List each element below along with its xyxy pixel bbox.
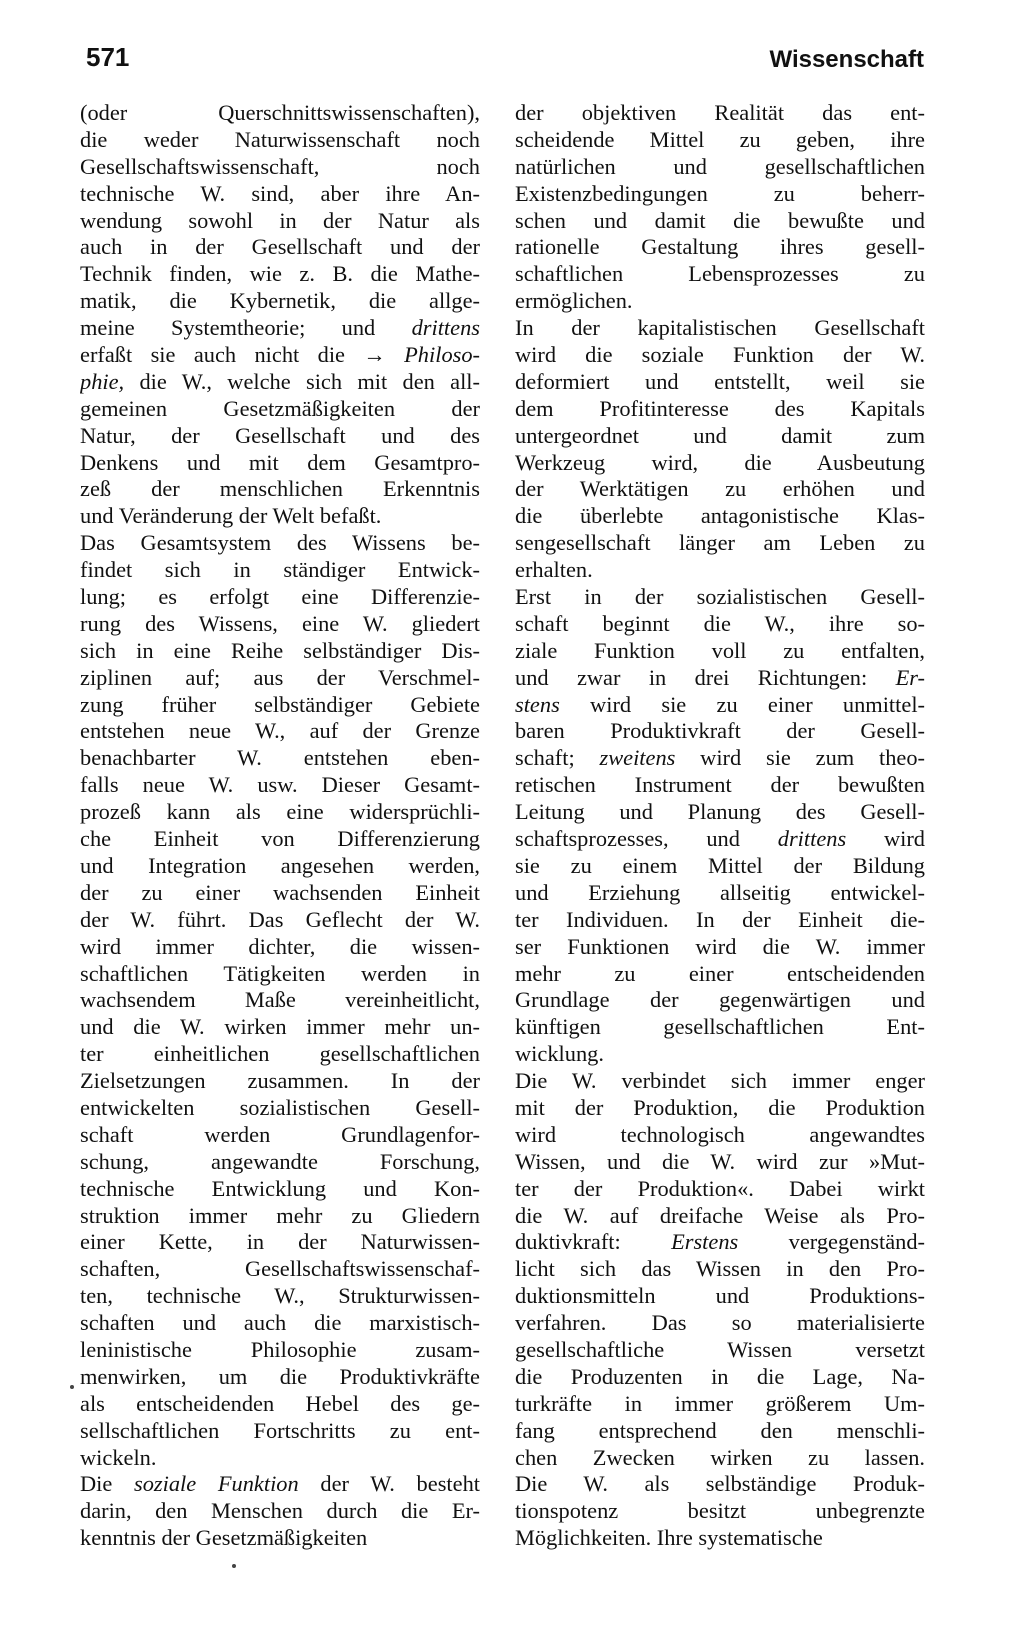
text-line: [80, 1445, 480, 1472]
text-segment: dem Profitinteresse des Kapitals: [515, 395, 925, 421]
text-line: [515, 692, 925, 719]
text-segment: zung früher selbständiger Gebiete: [80, 691, 480, 717]
text-segment: benachbarter W. entstehen eben-: [80, 745, 480, 771]
text-segment: gesellschaftliche Wissen versetzt: [515, 1336, 925, 1362]
text-line: [515, 1418, 925, 1445]
text-line: [515, 530, 925, 557]
text-segment: die weder Naturwissenschaft noch: [80, 126, 480, 152]
text-segment: falls neue W. usw. Dieser Gesamt-: [80, 772, 480, 798]
text-line: [80, 934, 480, 961]
text-segment: gemeinen Gesetzmäßigkeiten der: [80, 395, 480, 421]
text-segment: technische W. sind, aber ihre An-: [80, 180, 480, 206]
text-line: [80, 1364, 480, 1391]
text-line: [515, 1014, 925, 1041]
text-line: [80, 1283, 480, 1310]
text-segment: erfaßt sie auch nicht die →: [80, 342, 405, 368]
text-segment: ter einheitlichen gesellschaftlichen: [80, 1041, 480, 1067]
text-segment: sie zu einem Mittel der Bildung: [515, 852, 925, 878]
text-line: [80, 1391, 480, 1418]
text-segment: natürlichen und gesellschaftlichen: [515, 153, 925, 179]
italic-text: drittens: [411, 315, 480, 341]
text-line: [515, 1229, 925, 1256]
text-segment: Die W. als selbständige Produk-: [515, 1471, 925, 1497]
italic-text: phie,: [80, 368, 125, 394]
text-line: [515, 396, 925, 423]
text-segment: fang entsprechend den menschli-: [515, 1417, 925, 1443]
text-line: [80, 611, 480, 638]
text-segment: untergeordnet und damit zum: [515, 422, 925, 448]
text-line: [515, 100, 925, 127]
italic-text: drittens: [777, 826, 847, 852]
text-line: [80, 423, 480, 450]
text-line: [515, 799, 925, 826]
text-line: [515, 154, 925, 181]
text-line: [515, 476, 925, 503]
text-segment: schaft beginnt die W., ihre so-: [515, 610, 925, 636]
italic-text: Philoso-: [404, 342, 480, 368]
text-line: [515, 261, 925, 288]
text-line: [80, 100, 480, 127]
text-segment: entwickelten sozialistischen Gesell-: [80, 1094, 480, 1120]
text-segment: wird technologisch angewandtes: [515, 1121, 925, 1147]
text-segment: und Integration angesehen werden,: [80, 852, 480, 878]
text-line: [515, 853, 925, 880]
italic-text: zweitens: [599, 745, 676, 771]
text-line: [80, 369, 480, 396]
text-segment: mehr zu einer entscheidenden: [515, 960, 925, 986]
text-line: [515, 503, 925, 530]
text-segment: der W. besteht: [298, 1471, 480, 1497]
text-segment: che Einheit von Differenzierung: [80, 826, 480, 852]
text-line: [515, 880, 925, 907]
text-line: [80, 853, 480, 880]
text-line: [515, 127, 925, 154]
text-line: [80, 1068, 480, 1095]
text-line: [80, 907, 480, 934]
text-line: [80, 1041, 480, 1068]
text-segment: die Produzenten in die Lage, Na-: [515, 1363, 925, 1389]
text-segment: entstehen neue W., auf der Grenze: [80, 718, 480, 744]
text-line: [80, 1256, 480, 1283]
text-segment: ter der Produktion«. Dabei wirkt: [515, 1175, 925, 1201]
text-segment: schaftlichen Lebensprozesses zu: [515, 261, 925, 287]
text-line: [515, 450, 925, 477]
text-line: [80, 342, 480, 369]
text-segment: menwirken, um die Produktivkräfte: [80, 1363, 480, 1389]
page-header: [80, 42, 924, 82]
text-segment: Denkens und mit dem Gesamtpro-: [80, 449, 480, 475]
text-line: [80, 961, 480, 988]
text-segment: der objektiven Realität das ent-: [515, 100, 925, 125]
text-segment: künftigen gesellschaftlichen Ent-: [515, 1014, 925, 1040]
text-line: [515, 772, 925, 799]
text-line: [515, 1149, 925, 1176]
text-segment: findet sich in ständiger Entwick-: [80, 557, 480, 583]
text-segment: licht sich das Wissen in den Pro-: [515, 1256, 925, 1282]
text-line: [80, 1176, 480, 1203]
text-line: [80, 880, 480, 907]
text-line: [515, 1203, 925, 1230]
text-segment: Möglichkeiten. Ihre systematische: [515, 1525, 823, 1551]
text-line: [80, 1149, 480, 1176]
text-segment: schaften, Gesellschaftswissenschaf-: [80, 1256, 480, 1282]
text-line: [515, 181, 925, 208]
text-segment: der Werktätigen zu erhöhen und: [515, 476, 925, 502]
text-line: [515, 288, 925, 315]
text-line: [515, 1498, 925, 1525]
text-line: [515, 557, 925, 584]
text-line: [80, 288, 480, 315]
text-segment: als entscheidenden Hebel des ge-: [80, 1390, 480, 1416]
text-segment: sellschaftlichen Fortschritts zu ent-: [80, 1417, 480, 1443]
text-line: [515, 584, 925, 611]
text-segment: schung, angewandte Forschung,: [80, 1148, 480, 1174]
text-line: [515, 1068, 925, 1095]
left-column: [80, 100, 480, 1552]
text-segment: baren Produktivkraft der Gesell-: [515, 718, 925, 744]
text-line: [80, 154, 480, 181]
text-line: [515, 718, 925, 745]
text-line: [80, 1014, 480, 1041]
text-segment: Zielsetzungen zusammen. In der: [80, 1068, 480, 1094]
text-segment: verfahren. Das so materialisierte: [515, 1310, 925, 1336]
text-segment: Die W. verbindet sich immer enger: [515, 1068, 925, 1094]
text-segment: Natur, der Gesellschaft und des: [80, 422, 480, 448]
italic-text: Erstens: [671, 1229, 739, 1255]
text-line: [515, 1471, 925, 1498]
text-segment: retischen Instrument der bewußten: [515, 772, 925, 798]
text-segment: prozeß kann als eine widersprüchli-: [80, 799, 480, 825]
text-segment: meine Systemtheorie; und: [80, 315, 412, 341]
text-line: [80, 181, 480, 208]
text-segment: schen und damit die bewußte und: [515, 207, 925, 233]
text-line: [80, 584, 480, 611]
text-segment: wird sie zu einer unmittel-: [559, 691, 925, 717]
text-segment: rationelle Gestaltung ihres gesell-: [515, 234, 925, 260]
text-line: [515, 745, 925, 772]
text-segment: und zwar in drei Richtungen:: [515, 664, 896, 690]
text-line: [80, 261, 480, 288]
text-line: [80, 127, 480, 154]
text-line: [80, 799, 480, 826]
text-segment: die W., welche sich mit den all-: [124, 368, 480, 394]
italic-text: stens: [515, 691, 560, 717]
text-line: [515, 1445, 925, 1472]
text-line: [515, 1041, 925, 1068]
text-line: [80, 396, 480, 423]
text-segment: wird immer dichter, die wissen-: [80, 933, 480, 959]
text-segment: Werkzeug wird, die Ausbeutung: [515, 449, 925, 475]
text-segment: matik, die Kybernetik, die allge-: [80, 288, 480, 314]
text-line: [80, 1337, 480, 1364]
text-line: [80, 718, 480, 745]
text-segment: ermöglichen.: [515, 288, 633, 314]
running-head: Wissenschaft: [769, 46, 924, 73]
text-segment: leninistische Philosophie zusam-: [80, 1336, 480, 1362]
text-segment: Leitung und Planung des Gesell-: [515, 799, 925, 825]
text-segment: Wissen, und die W. wird zur »Mut-: [515, 1148, 925, 1174]
text-line: [515, 342, 925, 369]
scan-speck: [70, 1385, 74, 1389]
text-line: [80, 557, 480, 584]
text-segment: wird: [846, 826, 925, 852]
text-line: [515, 1337, 925, 1364]
text-line: [80, 1203, 480, 1230]
text-segment: Technik finden, wie z. B. die Mathe-: [80, 261, 480, 287]
text-line: [515, 987, 925, 1014]
text-segment: tionspotenz besitzt unbegrenzte: [515, 1498, 925, 1524]
page-number: 571: [86, 42, 130, 72]
text-line: [80, 234, 480, 261]
text-line: [515, 1176, 925, 1203]
text-segment: Die: [80, 1471, 134, 1497]
text-segment: erhalten.: [515, 557, 593, 583]
text-line: [80, 530, 480, 557]
text-line: [80, 1471, 480, 1498]
text-line: [515, 1391, 925, 1418]
text-segment: schaften und auch die marxistisch-: [80, 1310, 480, 1336]
text-line: [515, 826, 925, 853]
text-line: [80, 476, 480, 503]
text-segment: auch in der Gesellschaft und der: [80, 234, 480, 260]
italic-text: Er-: [895, 664, 925, 690]
text-line: [80, 503, 480, 530]
text-line: [515, 1525, 925, 1552]
italic-text: soziale Funktion: [134, 1471, 299, 1497]
text-segment: die überlebte antagonistische Klas-: [515, 503, 925, 529]
text-line: [80, 450, 480, 477]
text-segment: und Veränderung der Welt befaßt.: [80, 503, 382, 529]
text-line: [80, 1310, 480, 1337]
text-line: [515, 1095, 925, 1122]
text-line: [515, 1364, 925, 1391]
text-segment: schaftsprozesses, und: [515, 826, 778, 852]
text-segment: Grundlage der gegenwärtigen und: [515, 987, 925, 1013]
text-segment: duktionsmitteln und Produktions-: [515, 1283, 925, 1309]
text-line: [80, 1122, 480, 1149]
scan-speck: [232, 1564, 236, 1568]
text-line: [80, 665, 480, 692]
text-segment: rung des Wissens, eine W. gliedert: [80, 610, 480, 636]
text-line: [515, 369, 925, 396]
text-line: [515, 208, 925, 235]
text-segment: wachsendem Maße vereinheitlicht,: [80, 987, 480, 1013]
text-line: [80, 1418, 480, 1445]
text-segment: sich in eine Reihe selbständiger Dis-: [80, 637, 480, 663]
text-line: [80, 1095, 480, 1122]
text-segment: der zu einer wachsenden Einheit: [80, 879, 480, 905]
text-segment: wickeln.: [80, 1444, 157, 1470]
text-line: [515, 638, 925, 665]
text-segment: Existenzbedingungen zu beherr-: [515, 180, 925, 206]
text-segment: wendung sowohl in der Natur als: [80, 207, 480, 233]
text-line: [80, 987, 480, 1014]
text-segment: ter Individuen. In der Einheit die-: [515, 906, 925, 932]
text-segment: der W. führt. Das Geflecht der W.: [80, 906, 480, 932]
text-line: [515, 423, 925, 450]
text-segment: ten, technische W., Strukturwissen-: [80, 1283, 480, 1309]
text-segment: ser Funktionen wird die W. immer: [515, 933, 925, 959]
text-segment: (oder Querschnittswissenschaften),: [80, 100, 480, 125]
text-segment: Erst in der sozialistischen Gesell-: [515, 584, 925, 610]
text-segment: Gesellschaftswissenschaft, noch: [80, 153, 480, 179]
text-segment: scheidende Mittel zu geben, ihre: [515, 126, 925, 152]
text-segment: duktivkraft:: [515, 1229, 672, 1255]
text-line: [515, 961, 925, 988]
text-line: [515, 907, 925, 934]
text-line: [515, 1256, 925, 1283]
text-segment: vergegenständ-: [738, 1229, 925, 1255]
text-line: [80, 1498, 480, 1525]
right-column: [515, 100, 925, 1552]
text-segment: schaftlichen Tätigkeiten werden in: [80, 960, 480, 986]
text-line: [80, 745, 480, 772]
text-segment: und die W. wirken immer mehr un-: [80, 1014, 480, 1040]
text-segment: die W. auf dreifache Weise als Pro-: [515, 1202, 925, 1228]
text-segment: mit der Produktion, die Produktion: [515, 1094, 925, 1120]
text-segment: wird sie zum theo-: [675, 745, 925, 771]
text-segment: schaft werden Grundlagenfor-: [80, 1121, 480, 1147]
text-line: [80, 208, 480, 235]
text-line: [515, 1283, 925, 1310]
text-segment: lung; es erfolgt eine Differenzie-: [80, 584, 480, 610]
text-segment: zeß der menschlichen Erkenntnis: [80, 476, 480, 502]
text-segment: einer Kette, in der Naturwissen-: [80, 1229, 480, 1255]
text-segment: ziale Funktion voll zu entfalten,: [515, 637, 925, 663]
text-segment: wird die soziale Funktion der W.: [515, 342, 925, 368]
text-segment: Das Gesamtsystem des Wissens be-: [80, 530, 480, 556]
text-line: [80, 638, 480, 665]
text-segment: sengesellschaft länger am Leben zu: [515, 530, 925, 556]
text-segment: wicklung.: [515, 1041, 604, 1067]
text-line: [515, 934, 925, 961]
text-segment: ziplinen auf; aus der Verschmel-: [80, 664, 480, 690]
text-line: [515, 315, 925, 342]
text-line: [80, 772, 480, 799]
text-line: [515, 1122, 925, 1149]
text-segment: turkräfte in immer größerem Um-: [515, 1390, 925, 1416]
text-line: [80, 1229, 480, 1256]
text-line: [515, 1310, 925, 1337]
text-line: [515, 611, 925, 638]
text-segment: technische Entwicklung und Kon-: [80, 1175, 480, 1201]
text-line: [80, 692, 480, 719]
text-segment: kenntnis der Gesetzmäßigkeiten: [80, 1525, 368, 1551]
text-line: [80, 315, 480, 342]
text-segment: darin, den Menschen durch die Er-: [80, 1498, 480, 1524]
text-segment: chen Zwecken wirken zu lassen.: [515, 1444, 925, 1470]
text-line: [80, 1525, 480, 1552]
text-segment: und Erziehung allseitig entwickel-: [515, 879, 925, 905]
text-segment: In der kapitalistischen Gesellschaft: [515, 315, 925, 341]
text-line: [515, 665, 925, 692]
text-segment: deformiert und entstellt, weil sie: [515, 368, 925, 394]
text-line: [80, 826, 480, 853]
text-segment: schaft;: [515, 745, 600, 771]
text-line: [515, 234, 925, 261]
text-segment: struktion immer mehr zu Gliedern: [80, 1202, 480, 1228]
